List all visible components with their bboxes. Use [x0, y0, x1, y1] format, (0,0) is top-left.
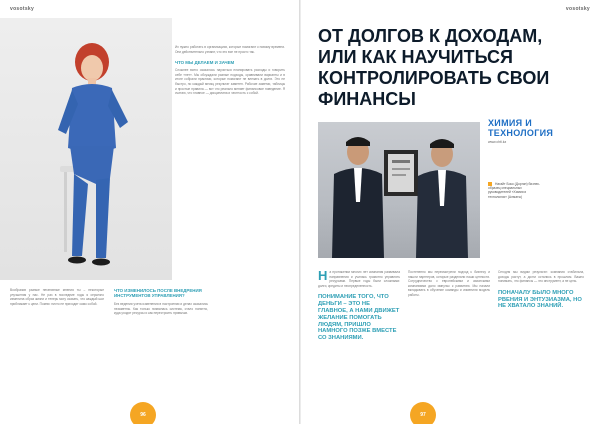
woman-illustration — [0, 18, 172, 280]
article-title: ОТ ДОЛГОВ К ДОХОДАМ, ИЛИ КАК НАУЧИТЬСЯ КОНТРОЛИРОВАТЬ СВОИ ФИНАНСЫ — [318, 26, 550, 109]
page-number-left: 96 — [130, 402, 156, 424]
logo-text-line1: ХИМИЯ И — [488, 118, 532, 128]
right-page-column-1 — [318, 270, 400, 342]
drop-cap: Н — [318, 268, 328, 283]
caption-line: руководителей «Химия и — [488, 190, 527, 195]
right-page-column-3 — [498, 270, 584, 310]
left-page-column-1 — [10, 288, 104, 306]
left-intro-text: Вообразив разные негативные мнения ты – некоторые улучшения у нас. Не раз в последние годы я серьезно изменила образ жизни и теперь могу сказать, что каждый шаг приближает к цели. Помни: ничто не приходит само собой. — [10, 288, 104, 306]
left-column-body: Сложнее всего оказалось научиться планировать расходы и говорить себе «нет». Мы обсуждали разные подходы, сравнивали варианты и в итоге собрали практики, которые помогают не влезать в долги. Это не быстро, но каждый месяц результат заметен. Рабочие заметки, таблицы и простые правила — вот что реально меняет финансовое поведение. Я считаю, что главное — дисциплина и честность с собой. — [175, 68, 285, 96]
pull-quote-enthusiasm: ПОНАЧАЛУ БЫЛО МНОГО РВЕНИЯ И ЭНТУЗИАЗМА, НО НЕ ХВАТАЛО ЗНАНИЙ. — [498, 289, 582, 310]
left-subheading-what-we-do: ЧТО МЫ ДЕЛАЕМ И ЗАЧЕМ — [175, 60, 235, 66]
left-column-intro: Их нужно работать в организациях, которые помогают к новому времени. Они действительно узнают, что это все не просто так. — [175, 45, 285, 54]
award-photo-two-men — [318, 122, 480, 258]
company-logo — [488, 118, 580, 176]
caption-line: Нагайт Боко (Дорган) бизнес- — [488, 182, 582, 186]
right-column-2-text: Постепенно мы пересмотрели подход к бизнесу и нашли партнеров, которые разделяли наши ценности. Сотрудничество с европейскими и азиатскими компаниями дало импульс к развитию. Мы начали вкладывать в обучение команды и изменили модель работы. — [408, 270, 490, 297]
left-subheading-what-changed: ЧТО ИЗМЕНИЛОСЬ ПОСЛЕ ВНЕДРЕНИЯ ИНСТРУМЕНТОВ УПРАВЛЕНИЯ? — [114, 288, 202, 298]
right-page-column-2 — [408, 270, 490, 298]
running-header-left: vosotsky — [10, 6, 35, 12]
caption-line: технология» (Алматы) — [488, 194, 523, 199]
photo-caption — [488, 182, 582, 199]
portrait-photo-woman — [0, 18, 172, 280]
award-scene-illustration — [318, 122, 480, 258]
caption-line: образец специальных — [488, 186, 522, 191]
logo-text-line2: ТЕХНОЛОГИЯ — [488, 128, 554, 138]
right-column-1-text: На протяжении многих лет компания развивала направления и училась грамотно управлять ресурсами. Первые годы были сложными: долги, кредиты и неопределенность. — [318, 268, 400, 288]
left-page-column-right — [175, 45, 285, 96]
pull-quote-money: ПОНИМАНИЕ ТОГО, ЧТО ДЕНЬГИ – ЭТО НЕ ГЛАВНОЕ, А НАМИ ДВИЖЕТ ЖЕЛАНИЕ ПОМОГАТЬ ЛЮДЯМ, ПРИШЛО НАМНОГО ПОЗЖЕ ВМЕСТЕ СО ЗНАНИЯМИ. — [318, 294, 400, 342]
right-column-3-text: Сегодня мы видим результат: компания стабильна, доходы растут, а долги остались в прошлом. Важно понимать, что финансы — это инструмент, а не цель. — [498, 270, 584, 284]
logo-url: www.chti.kz — [488, 140, 507, 144]
page-gutter — [299, 0, 301, 424]
left-column-2-text: Без ведения учета изменения в настроении и делах оказались незаметны. Как только появилась система, стало понятно, куда уходят ресурсы и как перестроить привычки. — [114, 302, 208, 316]
left-page-column-2 — [114, 288, 208, 316]
page-number-right: 97 — [410, 402, 436, 424]
running-header-right: vosotsky — [565, 6, 590, 12]
